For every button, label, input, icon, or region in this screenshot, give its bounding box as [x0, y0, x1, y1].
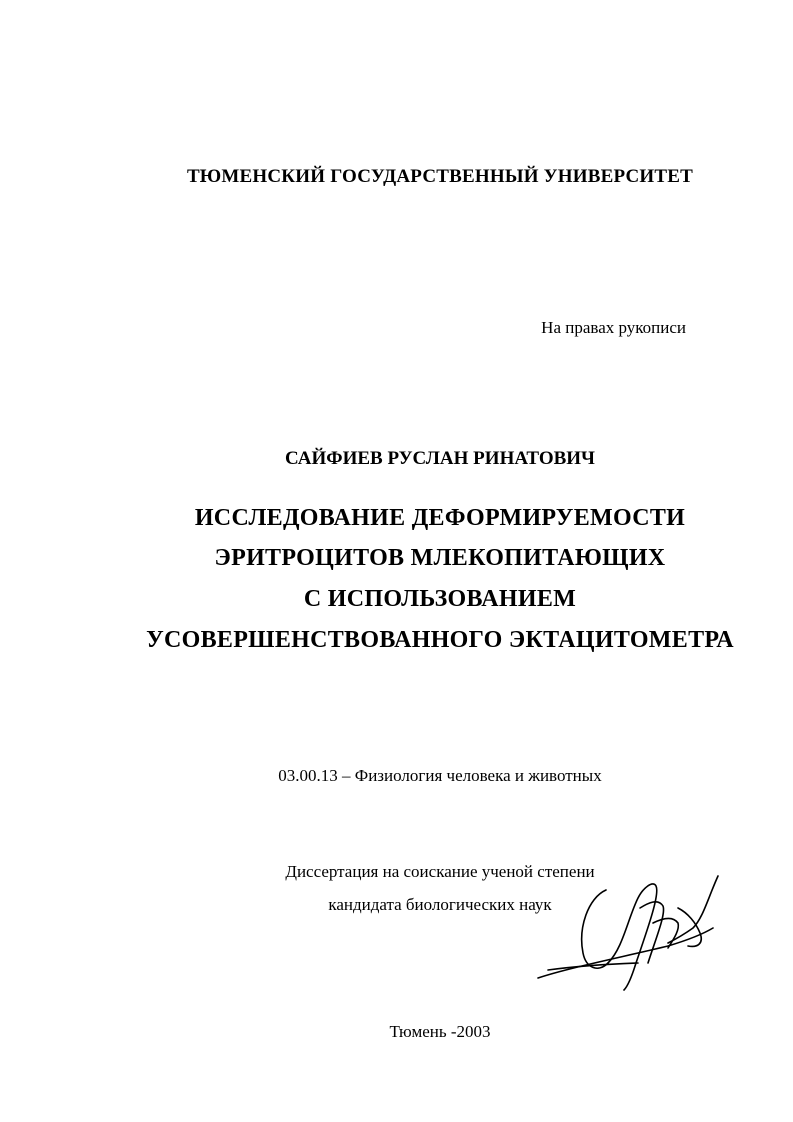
thesis-title-line-4: УСОВЕРШЕНСТВОВАННОГО ЭКТАЦИТОМЕТРА	[146, 627, 734, 653]
rights-note: На правах рукописи	[541, 318, 686, 337]
degree-line-2: кандидата биологических наук	[328, 895, 552, 914]
thesis-title-line-1: ИССЛЕДОВАНИЕ ДЕФОРМИРУЕМОСТИ	[194, 505, 686, 531]
author-name: САЙФИЕВ РУСЛАН РИНАТОВИЧ	[284, 448, 595, 469]
thesis-title-line-3: С ИСПОЛЬЗОВАНИЕМ	[303, 586, 577, 612]
university-name: ТЮМЕНСКИЙ ГОСУДАРСТВЕННЫЙ УНИВЕРСИТЕТ	[186, 166, 694, 187]
degree-line-1: Диссертация на соискание ученой степени	[285, 862, 595, 881]
city-year: Тюмень -2003	[389, 1022, 491, 1041]
signature-icon	[528, 868, 728, 998]
thesis-title-line-2: ЭРИТРОЦИТОВ МЛЕКОПИТАЮЩИХ	[214, 545, 666, 571]
specialty-code: 03.00.13 – Физиология человека и животных	[278, 766, 602, 785]
